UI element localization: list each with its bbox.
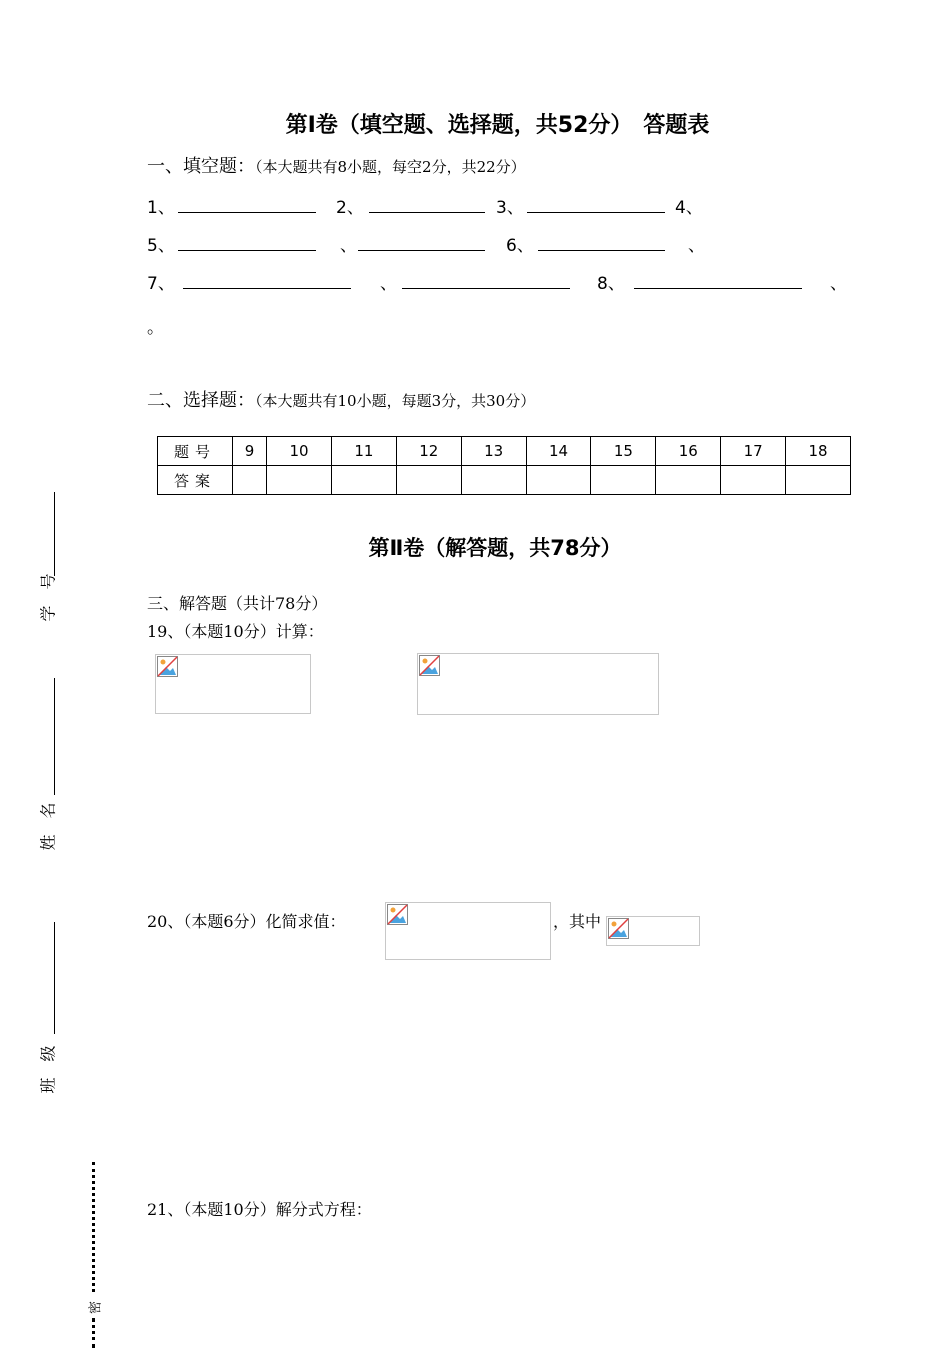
broken-image-icon — [608, 918, 629, 939]
answer-blank-5a[interactable] — [178, 250, 316, 251]
blank-label-6: 6、 — [506, 236, 534, 256]
table-cell-number: 12 — [396, 437, 461, 466]
name-line — [54, 678, 55, 795]
formula-image-20-condition — [606, 916, 700, 946]
table-cell-number: 14 — [526, 437, 591, 466]
table-row-question-numbers — [158, 437, 851, 466]
blank-separator-6: 、 — [688, 236, 705, 256]
answer-blank-8a[interactable] — [634, 288, 802, 289]
part-one-title: 第Ⅰ卷（填空题、选择题，共52分） 答题表 — [285, 113, 710, 138]
table-cell-answer[interactable] — [267, 466, 332, 495]
answer-blank-1[interactable] — [178, 212, 316, 213]
table-cell-answer[interactable] — [396, 466, 461, 495]
question-20-label: 20、（本题6分）化简求值： — [147, 912, 346, 931]
section-fill-blank-note: （本大题共有8小题，每空2分，共22分） — [255, 158, 526, 176]
table-cell-number: 17 — [721, 437, 786, 466]
formula-image-19b — [417, 653, 659, 715]
answer-blank-3[interactable] — [527, 212, 665, 213]
answer-blank-7b[interactable] — [402, 288, 570, 289]
part-two-title: 第Ⅱ卷（解答题，共78分） — [368, 536, 622, 560]
formula-image-19a — [155, 654, 311, 714]
table-cell-answer[interactable] — [656, 466, 721, 495]
seal-dotted-line-bottom — [92, 1318, 95, 1348]
class-line — [54, 922, 55, 1034]
table-cell-answer[interactable] — [331, 466, 396, 495]
table-header-question-number: 题号 — [158, 437, 233, 466]
student-id-line — [54, 492, 55, 576]
blank-label-2: 2、 — [336, 198, 364, 218]
table-cell-answer[interactable] — [786, 466, 851, 495]
choice-answer-table — [157, 436, 851, 495]
blank-label-1: 1、 — [147, 198, 175, 218]
section-solve-heading: 三、解答题（共计78分） — [147, 594, 328, 613]
blank-separator-5: 、 — [340, 236, 357, 256]
question-21-label: 21、（本题10分）解分式方程： — [147, 1200, 372, 1219]
blank-label-5: 5、 — [147, 236, 175, 256]
table-cell-number: 10 — [267, 437, 332, 466]
answer-blank-2[interactable] — [369, 212, 485, 213]
table-cell-number: 15 — [591, 437, 656, 466]
blank-label-7: 7、 — [147, 274, 175, 294]
question-19-label: 19、（本题10分）计算： — [147, 622, 324, 641]
seal-label: 密 — [88, 1301, 104, 1315]
blank-label-8: 8、 — [597, 274, 625, 294]
table-cell-number: 9 — [233, 437, 267, 466]
blank-end-mark: 。 — [147, 318, 164, 338]
section-fill-blank-heading — [147, 152, 526, 178]
broken-image-icon — [387, 904, 408, 925]
table-cell-number: 16 — [656, 437, 721, 466]
table-cell-number: 13 — [461, 437, 526, 466]
section-choice-title: 二、选择题： — [147, 390, 255, 411]
table-cell-answer[interactable] — [526, 466, 591, 495]
answer-blank-5b[interactable] — [358, 250, 485, 251]
broken-image-icon — [157, 656, 178, 677]
question-20-where: ，其中 — [553, 912, 602, 931]
student-id-label: 学 号 — [38, 573, 58, 622]
section-fill-blank-title: 一、填空题： — [147, 156, 255, 177]
table-cell-answer[interactable] — [721, 466, 786, 495]
name-label: 姓 名 — [38, 802, 58, 851]
broken-image-icon — [419, 655, 440, 676]
blank-separator-8: 、 — [830, 274, 847, 294]
table-cell-number: 11 — [331, 437, 396, 466]
answer-blank-6[interactable] — [538, 250, 665, 251]
table-cell-answer[interactable] — [461, 466, 526, 495]
seal-dotted-line-top — [92, 1162, 95, 1292]
blank-separator-7: 、 — [380, 274, 397, 294]
formula-image-20 — [385, 902, 551, 960]
section-choice-heading — [147, 386, 535, 412]
answer-blank-7a[interactable] — [183, 288, 351, 289]
table-cell-number: 18 — [786, 437, 851, 466]
table-header-answer: 答案 — [158, 466, 233, 495]
table-cell-answer[interactable] — [591, 466, 656, 495]
class-label: 班 级 — [38, 1045, 58, 1094]
table-cell-answer[interactable] — [233, 466, 267, 495]
section-choice-note: （本大题共有10小题，每题3分，共30分） — [255, 392, 536, 410]
table-row-answers — [158, 466, 851, 495]
blank-label-4: 4、 — [675, 198, 703, 218]
blank-label-3: 3、 — [496, 198, 524, 218]
